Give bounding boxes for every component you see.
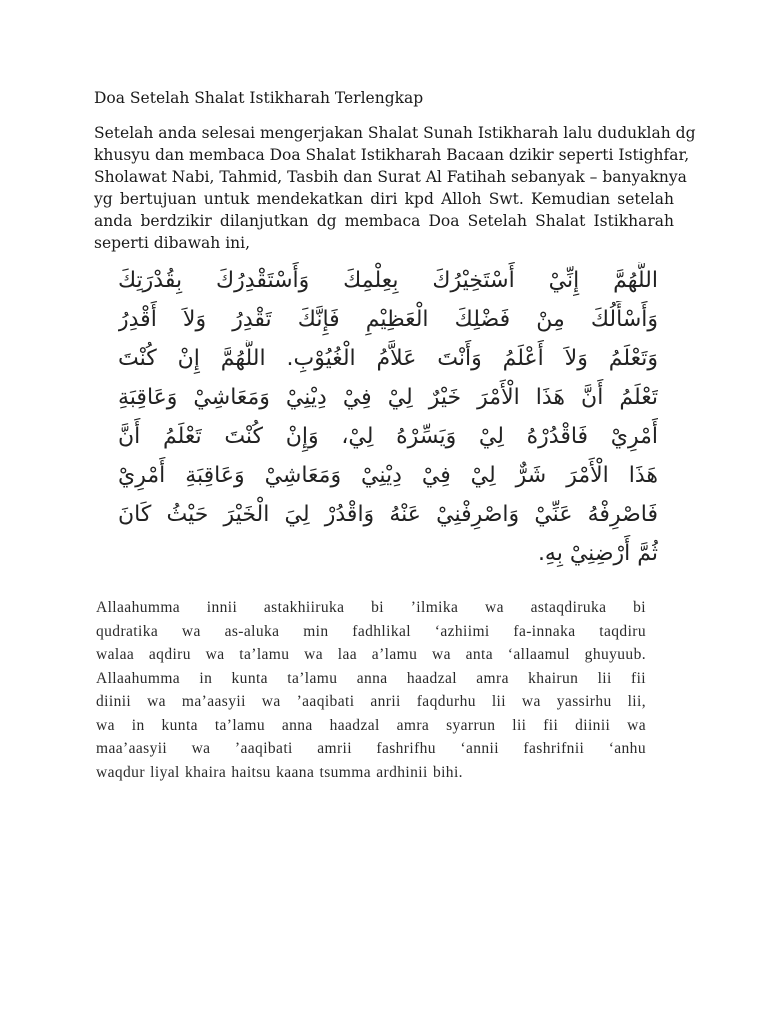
arabic-prayer-image xyxy=(118,262,658,592)
intro-line: Sholawat Nabi, Tahmid, Tasbih dan Surat Al Fatihah sebanyak – banyaknya xyxy=(94,168,687,186)
transliteration-paragraph xyxy=(96,596,646,784)
transliteration-line: waqdur liyal khaira haitsu kaana tsumma ardhinii bihi. xyxy=(96,763,463,781)
transliteration-line: wa in kunta ta’lamu anna haadzal amra syarrun lii fii diinii wa xyxy=(96,716,646,734)
intro-paragraph xyxy=(94,122,696,254)
arabic-line: هَذَا الْأَمْرَ شَرٌّ لِيْ فِيْ دِيْنِيْ وَمَعَاشِيْ وَعَاقِبَةِ أَمْرِيْ xyxy=(118,463,658,488)
intro-line: anda berdzikir dilanjutkan dg membaca Doa Setelah Shalat Istikharah xyxy=(94,212,674,230)
arabic-line: أَمْرِيْ فَاقْدُرْهُ لِيْ وَيَسِّرْهُ لِيْ، وَإِنْ كُنْتَ تَعْلَمُ أَنَّ xyxy=(118,424,658,449)
transliteration-line: maa’aasyii wa ’aaqibati amrii fashrifhu ‘annii fashrifnii ‘anhu xyxy=(96,740,646,757)
transliteration-line: Allaahumma in kunta ta’lamu anna haadzal amra khairun lii fii xyxy=(96,669,646,687)
transliteration-line: qudratika wa as-aluka min fadhlikal ‘azhiimi fa-innaka taqdiru xyxy=(96,622,646,640)
document-title: Doa Setelah Shalat Istikharah Terlengkap xyxy=(94,89,424,107)
arabic-line: ثُمَّ أَرْضِنِيْ بِهِ. xyxy=(537,541,658,566)
intro-line: yg bertujuan untuk mendekatkan diri kpd Alloh Swt. Kemudian setelah xyxy=(94,190,674,208)
intro-line: Setelah anda selesai mengerjakan Shalat Sunah Istikharah lalu duduklah dg xyxy=(94,124,696,142)
intro-line: khusyu dan membaca Doa Shalat Istikharah Bacaan dzikir seperti Istighfar, xyxy=(94,146,690,164)
intro-line: seperti dibawah ini, xyxy=(94,234,251,252)
arabic-line: اللَّهُمَّ إِنِّيْ أَسْتَخِيْرُكَ بِعِلْمِكَ وَأَسْتَقْدِرُكَ بِقُدْرَتِكَ xyxy=(118,268,658,293)
arabic-line: وَتَعْلَمُ وَلاَ أَعْلَمُ وَأَنْتَ عَلاَّمُ الْغُيُوْبِ. اللَّهُمَّ إِنْ كُنْتَ xyxy=(118,346,658,371)
transliteration-line: walaa aqdiru wa ta’lamu wa laa a’lamu wa anta ‘allaamul ghuyuub. xyxy=(96,646,646,663)
arabic-line: فَاصْرِفْهُ عَنِّيْ وَاصْرِفْنِيْ عَنْهُ وَاقْدُرْ لِيَ الْخَيْرَ حَيْثُ كَانَ xyxy=(118,502,658,527)
transliteration-line: diinii wa ma’aasyii wa ’aaqibati anrii faqdurhu lii wa yassirhu lii, xyxy=(96,693,646,710)
transliteration-line: Allaahumma innii astakhiiruka bi ’ilmika wa astaqdiruka bi xyxy=(96,599,646,616)
arabic-line: تَعْلَمُ أَنَّ هَذَا الْأَمْرَ خَيْرٌ لِيْ فِيْ دِيْنِيْ وَمَعَاشِيْ وَعَاقِبَةِ xyxy=(118,385,658,410)
arabic-line: وَأَسْأَلُكَ مِنْ فَضْلِكَ الْعَظِيْمِ فَإِنَّكَ تَقْدِرُ وَلاَ أَقْدِرُ xyxy=(118,307,658,332)
